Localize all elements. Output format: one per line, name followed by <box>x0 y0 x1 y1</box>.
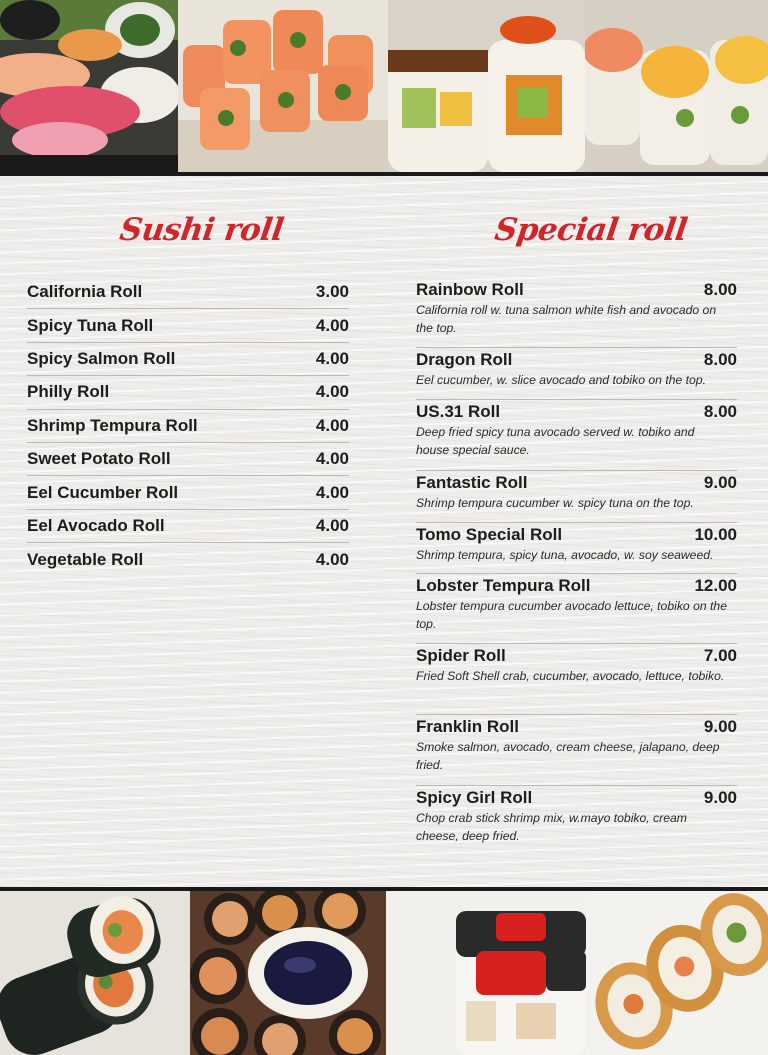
list-item <box>416 523 737 574</box>
item-price: 4.00 <box>315 315 349 335</box>
list-item <box>416 644 737 715</box>
item-name: Spicy Tuna Roll <box>27 315 154 335</box>
item-name: Fantastic Roll <box>416 473 528 492</box>
item-name: Philly Roll <box>27 382 110 402</box>
list-item <box>27 410 349 443</box>
item-price: 9.00 <box>703 788 737 807</box>
item-price: 4.00 <box>315 549 349 569</box>
bottom-photo-strip <box>0 891 768 1055</box>
list-item <box>416 715 737 786</box>
mango-salmon-roll-photo <box>585 0 768 172</box>
item-price: 4.00 <box>315 382 349 402</box>
sushi-roll-heading: Sushi roll <box>117 212 286 248</box>
top-photo-strip <box>0 0 768 172</box>
tempura-roll-photo <box>586 891 768 1055</box>
item-description: Shrimp tempura, spicy tuna, avocado, w. soy seaweed. <box>416 548 714 562</box>
list-item <box>27 276 349 309</box>
futomaki-sauce-photo <box>190 891 386 1055</box>
item-name: Dragon Roll <box>416 350 513 369</box>
item-name: Shrimp Tempura Roll <box>27 415 198 435</box>
item-name: Spicy Girl Roll <box>416 788 533 807</box>
item-price: 3.00 <box>315 282 349 302</box>
list-item <box>27 443 349 476</box>
list-item <box>416 786 737 856</box>
item-name: Spicy Salmon Roll <box>27 348 176 368</box>
item-price: 9.00 <box>703 717 737 736</box>
salmon-tobiko-roll-photo <box>178 0 388 172</box>
list-item <box>27 376 349 409</box>
item-name: Tomo Special Roll <box>416 525 563 544</box>
list-item <box>416 278 737 348</box>
item-price: 7.00 <box>703 646 737 665</box>
sushi-roll-list <box>27 276 349 577</box>
list-item <box>27 510 349 543</box>
special-roll-heading: Special roll <box>492 212 690 248</box>
item-description: Eel cucumber, w. slice avocado and tobiko on the top. <box>416 373 706 387</box>
item-description: Smoke salmon, avocado, cream cheese, jalapano, deep fried. <box>416 740 720 772</box>
hand-roll-photo <box>0 891 190 1055</box>
item-price: 4.00 <box>315 415 349 435</box>
nigiri-platter-photo <box>0 0 178 172</box>
item-price: 4.00 <box>315 348 349 368</box>
item-name: Vegetable Roll <box>27 549 144 569</box>
item-description: California roll w. tuna salmon white fish and avocado on the top. <box>416 303 717 335</box>
item-description: Shrimp tempura cucumber w. spicy tuna on the top. <box>416 496 694 510</box>
item-name: Rainbow Roll <box>416 280 524 299</box>
item-description: Fried Soft Shell crab, cucumber, avocado, lettuce, tobiko. <box>416 669 725 683</box>
item-name: Spider Roll <box>416 646 506 665</box>
item-description: Deep fried spicy tuna avocado served w. tobiko and house special sauce. <box>416 425 695 457</box>
item-price: 4.00 <box>315 482 349 502</box>
list-item <box>416 400 737 471</box>
item-name: Eel Cucumber Roll <box>27 482 179 502</box>
list-item <box>416 348 737 400</box>
eel-tobiko-roll-photo <box>388 0 585 172</box>
item-price: 8.00 <box>703 280 737 299</box>
list-item <box>416 471 737 523</box>
list-item <box>27 343 349 376</box>
list-item <box>27 309 349 342</box>
list-item <box>416 574 737 644</box>
item-price: 9.00 <box>703 473 737 492</box>
item-name: Franklin Roll <box>416 717 519 736</box>
item-price: 12.00 <box>694 576 737 595</box>
item-name: US.31 Roll <box>416 402 501 421</box>
item-price: 10.00 <box>694 525 737 544</box>
item-price: 4.00 <box>315 515 349 535</box>
item-name: California Roll <box>27 282 143 302</box>
item-name: Eel Avocado Roll <box>27 515 165 535</box>
list-item <box>27 476 349 509</box>
item-price: 8.00 <box>703 402 737 421</box>
item-name: Lobster Tempura Roll <box>416 576 591 595</box>
item-description: Lobster tempura cucumber avocado lettuce, tobiko on the top. <box>416 599 727 631</box>
item-price: 4.00 <box>315 449 349 469</box>
special-roll-list <box>416 278 737 856</box>
item-price: 8.00 <box>703 350 737 369</box>
tobiko-roll-photo <box>386 891 586 1055</box>
list-item <box>27 543 349 576</box>
item-name: Sweet Potato Roll <box>27 449 171 469</box>
item-description: Chop crab stick shrimp mix, w.mayo tobiko, cream cheese, deep fried. <box>416 811 687 843</box>
